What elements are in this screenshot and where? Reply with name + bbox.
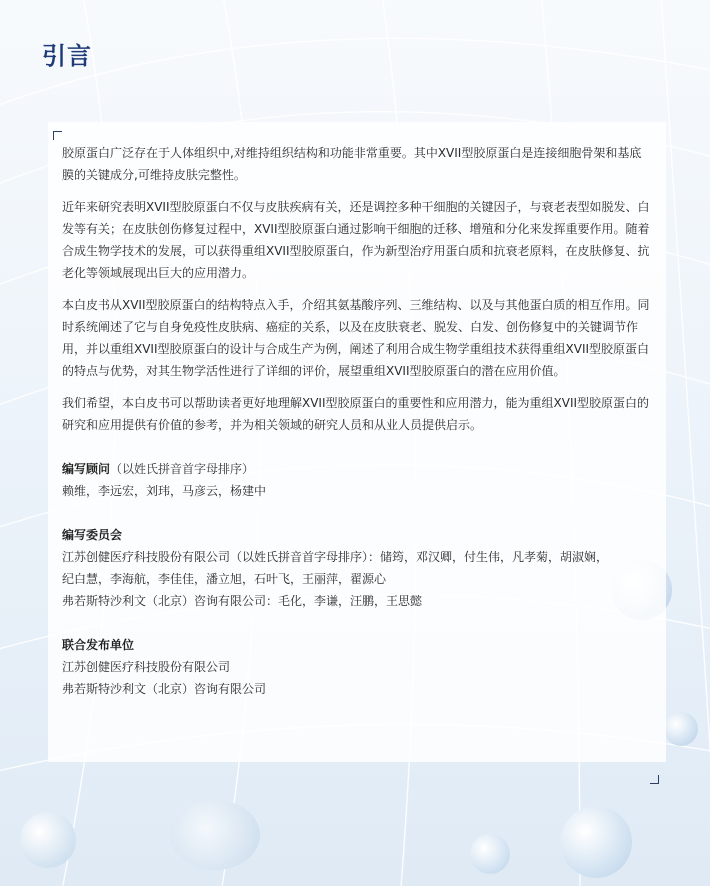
advisors-sort-note: （以姓氏拼音首字母排序） (110, 462, 255, 476)
committee-line: 江苏创健医疗科技股份有限公司（以姓氏拼音首字母排序）：储筠，邓汉卿，付生伟，凡孝菊，胡淑娴， (62, 550, 609, 564)
bubble-decoration (170, 800, 260, 870)
advisors-heading-text: 编写顾问 (62, 462, 111, 476)
intro-paragraph-4: 我们希望，本白皮书可以帮助读者更好地理解XVII型胶原蛋白的重要性和应用潜力，能为重组XVII型胶原蛋白的研究和应用提供有价值的参考，并为相关领域的研究人员和从业人员提供启示。 (62, 396, 650, 432)
committee-section (62, 524, 652, 612)
publisher-line: 弗若斯特沙利文（北京）咨询有限公司 (62, 682, 267, 696)
page-title: 引言 (42, 42, 92, 70)
intro-paragraph-1: 胶原蛋白广泛存在于人体组织中,对维持组织结构和功能非常重要。其中XVII型胶原蛋白是连接细胞骨架和基底膜的关键成分,可维持皮肤完整性。 (62, 146, 642, 182)
publishers-heading: 联合发布单位 (62, 638, 135, 652)
committee-line: 弗若斯特沙利文（北京）咨询有限公司：毛化，李谦，汪鹏，王思懿 (62, 594, 423, 608)
committee-line: 纪白慧，李海航，李佳佳，潘立旭，石叶飞，王丽萍，翟源心 (62, 572, 387, 586)
committee-heading: 编写委员会 (62, 528, 123, 542)
intro-paragraph-2: 近年来研究表明XVII型胶原蛋白不仅与皮肤疾病有关，还是调控多种干细胞的关键因子，与衰老表型如脱发、白发等有关；在皮肤创伤修复过程中，XVII型胶原蛋白通过影响干细胞的迁移、增殖和分化来发挥重要作用。随着合成生物学技术的发展，可以获得重组XVII型胶原蛋白，作为新型治疗用蛋白质和抗衰老原料，在皮肤修复、抗老化等领域展现出巨大的应用潜力。 (62, 200, 650, 280)
advisors-heading (62, 458, 652, 480)
bubble-decoration (470, 834, 510, 874)
text-area (62, 142, 652, 700)
publisher-line: 江苏创健医疗科技股份有限公司 (62, 660, 231, 674)
corner-mark-top-left (53, 131, 62, 140)
bubble-decoration (560, 806, 632, 878)
bubble-decoration (664, 712, 698, 746)
advisors-names: 赖维，李远宏，刘玮，马彦云，杨建中 (62, 484, 267, 498)
advisors-section (62, 458, 652, 502)
intro-paragraph-3: 本白皮书从XVII型胶原蛋白的结构特点入手，介绍其氨基酸序列、三维结构、以及与其他蛋白质的相互作用。同时系统阐述了它与自身免疫性皮肤病、癌症的关系，以及在皮肤衰老、脱发、白发、创伤修复中的关键调节作用，并以重组XVII型胶原蛋白的设计与合成生产为例，阐述了利用合成生物学重组技术获得重组XVII型胶原蛋白的特点与优势，对其生物学活性进行了详细的评价，展望重组XVII型胶原蛋白的潜在应用价值。 (62, 298, 650, 378)
corner-mark-bottom-right (650, 775, 659, 784)
bubble-decoration (20, 812, 76, 868)
publishers-section (62, 634, 652, 700)
